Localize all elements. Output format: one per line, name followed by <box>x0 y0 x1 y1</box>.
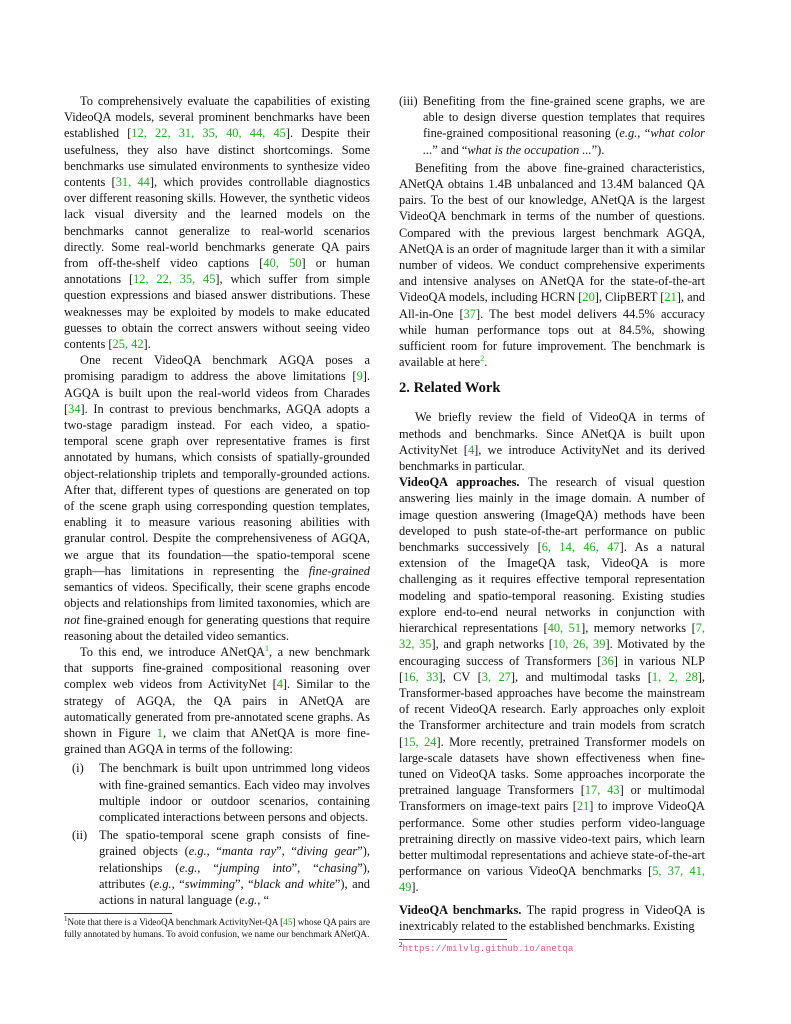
right-column <box>399 93 705 955</box>
citation-link[interactable]: 5, 37, 41, 49 <box>399 864 705 895</box>
list-item: (i) The benchmark is built upon untrimmed long videos with fine-grained semantics. Each video may involves multiple indoor or outdoor scenarios, containing complicated interactions between persons and objects. <box>72 761 370 824</box>
citation-link[interactable]: 16, 33 <box>403 669 439 684</box>
citation-link[interactable]: 40, 51 <box>547 621 582 636</box>
intro-paragraph-3: To this end, we introduce ANetQA$^1$, a new benchmark that supports fine-grained compositional reasoning over complex web videos from ActivityNet [4]. Similar to the strategy of AGQA, the QA pairs in ANetQA are automatically generated from pre-annotated scene graphs. As shown in Figure 1, we claim that ANetQA is more fine-grained than AGQA in terms of the following: <box>64 643 371 757</box>
citation-link[interactable]: 12, 22, 31, 35, 40, 44, 45 <box>131 126 286 141</box>
related-paragraph-approaches: VideoQA approaches. The research of visual question answering lies mainly in the image domain. A number of image question answering (ImageQA) methods have been developed to push state-of-the-art performance on public benchmarks successively [6, 14, 46, 47]. As a natural extension of the ImageQA task, VideoQA is more challenging as it requires effective temporal representation modeling and spatio-temporal reasoning. Existing studies explore end-to-end neural networks in conjunction with hierarchical representations [40, 51], memory networks [7, 32, 35], and graph networks [10, 26, 39]. Motivated by the encouraging success of Transformers [36] in various NLP [16, 33], CV [3, 27], and multimodal tasks [1, 2, 28], Transformer-based approaches have become the mainstream of recent VideoQA research. Early approaches only exploit the Transformer architecture and train models from scratch [15, 24]. More recently, pretrained Transformer models on large-scale datasets have shown effectiveness when fine-tuned on VideoQA tasks. Some approaches incorporate the pretrained language Transformers [17, 43] or multimodal Transformers on image-text pairs [21] to improve VideoQA performance. Some other studies perform video-language pretraining directly on massive video-text pairs, which learn better multimodal representations and achieve state-of-the-art performance on various VideoQA benchmarks [5, 37, 41, 49]. <box>399 475 706 895</box>
citation-link[interactable]: 12, 22, 35, 45 <box>133 272 216 287</box>
footnote-2: $^2$https://milvlg.github.io/anetqa <box>399 940 574 954</box>
benchmark-url-link[interactable]: https://milvlg.github.io/anetqa <box>402 942 574 954</box>
list-item: (iii) Benefiting from the fine-grained scene graphs, we are able to design diverse question templates that requires fine-grained compositional reasoning (e.g., “what color ...” and “what is the occupation ...”). <box>399 94 706 157</box>
citation-link[interactable]: 31, 44 <box>115 175 150 190</box>
citation-link[interactable]: 4 <box>276 677 283 692</box>
citation-link[interactable]: 21 <box>576 799 590 814</box>
citation-link[interactable]: 21 <box>664 290 677 305</box>
intro-paragraph-1: To comprehensively evaluate the capabilities of existing VideoQA models, several prominent benchmarks have been established [12, 22, 31, 35, 40, 44, 45]. Despite their usefulness, they also have distinct shortcomings. Some benchmarks use simulated environments to synthesize video contents [31, 44], which provides controllable diagnostics over different reasoning skills. However, the synthetic videos lack visual diversity and the learned models on the benchmarks cannot generalize to real-world scenarios directly. Some real-world benchmarks generate QA pairs from off-the-shelf video captions [40, 50] or human annotations [12, 22, 35, 45], which suffer from simple question expressions and biased answer distributions. These weaknesses may be exploited by models to make educated guesses to obtain the correct answers without seeing video contents [25, 42]. <box>64 94 371 352</box>
citation-link[interactable]: 15, 24 <box>403 734 437 749</box>
related-paragraph-benchmarks: VideoQA benchmarks. The rapid progress in VideoQA is inextricably related to the established benchmarks. Existing <box>399 902 705 933</box>
intro-paragraph-2: One recent VideoQA benchmark AGQA poses a promising paradigm to address the above limitations [9]. AGQA is built upon the real-world videos from Charades [34]. In contrast to previous benchmarks, AGQA adopts a two-stage paradigm instead. For each video, a spatio-temporal scene graph over representative frames is first annotated by humans, which consists of spatially-grounded object-relationship triplets and temporally-grounded actions. After that, different types of questions are generated on top of the scene graph using corresponding question templates, enabling it to measure various reasoning abilities with granular control. Despite the comprehensiveness of AGQA, we argue that its foundation—the spatio-temporal scene graph—has limitations in representing the fine-grained semantics of videos. Specifically, their scene graphs encode objects and relationships from limited taxonomies, which are not fine-grained enough for generating questions that require reasoning about the detailed video semantics. <box>64 353 370 643</box>
citation-link[interactable]: 20 <box>582 290 595 305</box>
citation-link[interactable]: 40, 50 <box>263 256 302 271</box>
intro-paragraph-4: Benefiting from the above fine-grained characteristics, ANetQA obtains 1.4B unbalanced and 13.4M balanced QA pairs. To the best of our knowledge, ANetQA is the largest VideoQA benchmark in terms of the number of questions. Compared with the previous largest benchmark AGQA, ANetQA is an order of magnitude larger than it with a similar number of videos. We conduct comprehensive experiments and intensive analyses on ANetQA for the state-of-the-art VideoQA models, including HCRN [20], ClipBERT [21], and All-in-One [37]. The best model delivers 44.5% accuracy while human performance tops out at 84.5%, showing sufficient room for future improvement. The benchmark is available at here$^2$. <box>399 160 705 370</box>
citation-link[interactable]: 34 <box>68 401 81 416</box>
citation-link[interactable]: 7, 32, 35 <box>399 621 705 652</box>
citation-link[interactable]: 4 <box>467 442 475 457</box>
citation-link[interactable]: 10, 26, 39 <box>552 637 606 652</box>
citation-link[interactable]: 3, 27 <box>481 669 511 684</box>
footnote-marker[interactable]: 2 <box>480 354 485 364</box>
related-paragraph-1: We briefly review the field of VideoQA in terms of methods and benchmarks. Since ANetQA is built upon ActivityNet [4], we introduce ActivityNet and its derived benchmarks in particular. <box>399 410 705 474</box>
citation-link[interactable]: 37 <box>463 306 476 321</box>
footnote-divider <box>64 913 172 914</box>
citation-link[interactable]: 17, 43 <box>584 783 620 798</box>
citation-link[interactable]: 36 <box>601 653 614 668</box>
contribution-list <box>64 760 370 908</box>
footnote-marker[interactable]: 1 <box>264 643 269 653</box>
citation-link[interactable]: 25, 42 <box>112 337 144 352</box>
citation-link[interactable]: 45 <box>283 917 293 928</box>
footnote-1: $^1$Note that there is a VideoQA benchmark ActivityNet-QA [45] whose QA pairs are fully annotated by humans. To avoid confusion, we name our benchmark ANetQA. <box>64 915 371 939</box>
list-item: (ii) The spatio-temporal scene graph consists of fine-grained objects (e.g., “manta ray”, “diving gear”), relationships (e.g., “jumping into”, “chasing”), attributes (e.g., “swimming”, “black and white”), and actions in natural language (e.g., “ <box>72 828 370 907</box>
section-heading: 2. Related Work <box>399 380 501 397</box>
citation-link[interactable]: 6, 14, 46, 47 <box>541 540 620 555</box>
figure-link[interactable]: 1 <box>156 725 163 740</box>
contribution-list-continued <box>399 93 705 158</box>
citation-link[interactable]: 9 <box>356 369 363 384</box>
citation-link[interactable]: 1, 2, 28 <box>651 669 698 684</box>
footnote-divider <box>399 939 507 940</box>
left-column <box>64 93 370 940</box>
